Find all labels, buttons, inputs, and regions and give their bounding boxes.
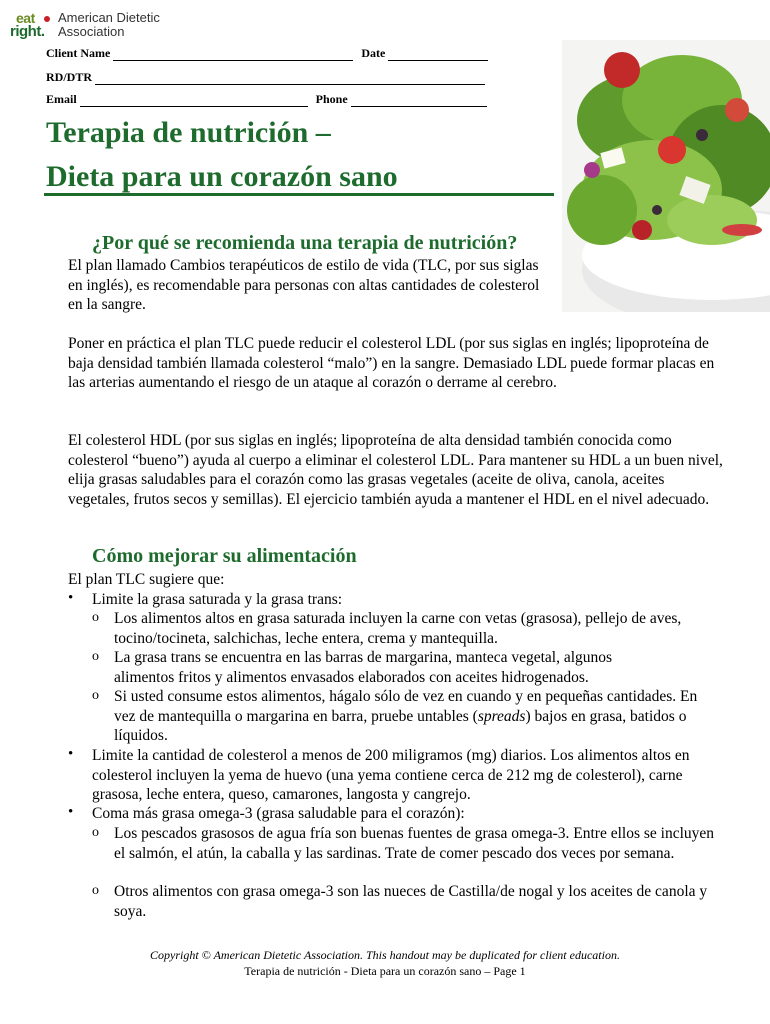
rd-row bbox=[46, 70, 485, 85]
phone-label: Phone bbox=[315, 92, 348, 106]
bullet-1: Limite la grasa saturada y la grasa trans: bbox=[92, 591, 343, 608]
email-row bbox=[46, 92, 487, 107]
bullet-3-sub-2: Otros alimentos con grasa omega-3 son las nueces de Castilla/de nogal y los aceites de canola y soya. bbox=[114, 883, 708, 920]
client-name-row bbox=[46, 46, 488, 61]
phone-field[interactable] bbox=[351, 95, 487, 107]
section2-heading: Cómo mejorar su alimentación bbox=[92, 545, 357, 567]
sub-bullet-circle: o bbox=[92, 825, 99, 840]
bullet-1-sub-1: Los alimentos altos en grasa saturada incluyen la carne con vetas (grasosa), pellejo de aves, tocino/tocineta, salchichas, leche entera, crema y mantequilla. bbox=[114, 610, 682, 647]
section1-heading: ¿Por qué se recomienda una terapia de nutrición? bbox=[92, 232, 518, 254]
section1-p2: Poner en práctica el plan TLC puede reducir el colesterol LDL (por sus siglas en inglés; lipoproteína de baja densidad también llamada colesterol “malo”) en la sangre. Demasiado LDL puede formar placas en las arterias aumentando el riesgo de un ataque al corazón o derrame al cerebro. bbox=[68, 335, 715, 391]
sub-bullet-circle: o bbox=[92, 610, 99, 625]
bullet-dot: • bbox=[68, 746, 74, 762]
bullet-1-sub-2: La grasa trans se encuentra en las barras de margarina, manteca vegetal, algunos alimentos fritos y alimentos envasados elaborados con aceites hidrogenados. bbox=[114, 649, 613, 686]
salad-photo bbox=[562, 40, 770, 312]
logo-eat-text: eat bbox=[16, 10, 35, 26]
date-label: Date bbox=[361, 46, 386, 60]
email-label: Email bbox=[46, 92, 77, 106]
logo-org-line2: Association bbox=[58, 24, 125, 39]
bullet-1-sub-3: Si usted consume estos alimentos, hágalo sólo de vez en cuando y en pequeñas cantidades. En vez de mantequilla o margarina en barra, pruebe untables (spreads) bajos en grasa, batidos o líquidos. bbox=[114, 688, 698, 744]
client-name-field[interactable] bbox=[113, 49, 353, 61]
footer-copyright: Copyright © American Dietetic Association. This handout may be duplicated for client education. bbox=[150, 948, 620, 962]
section1-p3: El colesterol HDL (por sus siglas en inglés; lipoproteína de alta densidad también conocida como colesterol “bueno”) ayuda al cuerpo a eliminar el colesterol LDL. Para mantener su HDL a un buen nivel, elija grasas saludables para el corazón como las grasas vegetales (aceite de oliva, canola, aceites vegetales, frutos secos y semillas). El ejercicio también ayuda a mantener el HDL en el nivel adecuado. bbox=[68, 432, 723, 508]
sub-bullet-circle: o bbox=[92, 649, 99, 664]
logo-right-text: right. bbox=[10, 23, 45, 40]
sub-bullet-circle: o bbox=[92, 688, 99, 703]
bullet-dot: • bbox=[68, 590, 74, 606]
page-title-line1: Terapia de nutrición – bbox=[46, 116, 331, 149]
client-name-label: Client Name bbox=[46, 46, 111, 60]
bullet-3-sub-1: Los pescados grasosos de agua fría son buenas fuentes de grasa omega-3. Entre ellos se incluyen el salmón, el atún, la caballa y las sardinas. Trate de comer pescado dos veces por semana. bbox=[114, 825, 715, 862]
section1-p1: El plan llamado Cambios terapéuticos de estilo de vida (TLC, por sus siglas en inglés), es recomendable para personas con altas cantidades de colesterol en la sangre. bbox=[68, 257, 540, 313]
footer-page: Terapia de nutrición - Dieta para un corazón sano – Page 1 bbox=[244, 964, 526, 978]
logo-org-line1: American Dietetic bbox=[58, 10, 160, 25]
sub-bullet-circle: o bbox=[92, 883, 99, 898]
bullet-3: Coma más grasa omega-3 (grasa saludable para el corazón): bbox=[92, 805, 465, 822]
page-title-line2: Dieta para un corazón sano bbox=[46, 160, 398, 193]
section2-intro: El plan TLC sugiere que: bbox=[68, 571, 225, 588]
bullet-dot: • bbox=[68, 804, 74, 820]
logo-org-name bbox=[58, 11, 160, 39]
bullet-2: Limite la cantidad de colesterol a menos de 200 miligramos (mg) diarios. Los alimentos altos en colesterol incluyen la yema de huevo (una yema contiene cerca de 212 mg de colesterol), carne grasosa, leche entera, queso, camarones, langosta y cangrejo. bbox=[92, 747, 690, 803]
ada-logo bbox=[6, 8, 166, 42]
date-field[interactable] bbox=[388, 49, 488, 61]
email-field[interactable] bbox=[80, 95, 308, 107]
logo-dot-icon bbox=[44, 16, 50, 22]
rd-field[interactable] bbox=[95, 73, 485, 85]
title-divider bbox=[44, 193, 554, 196]
rd-label: RD/DTR bbox=[46, 70, 93, 84]
